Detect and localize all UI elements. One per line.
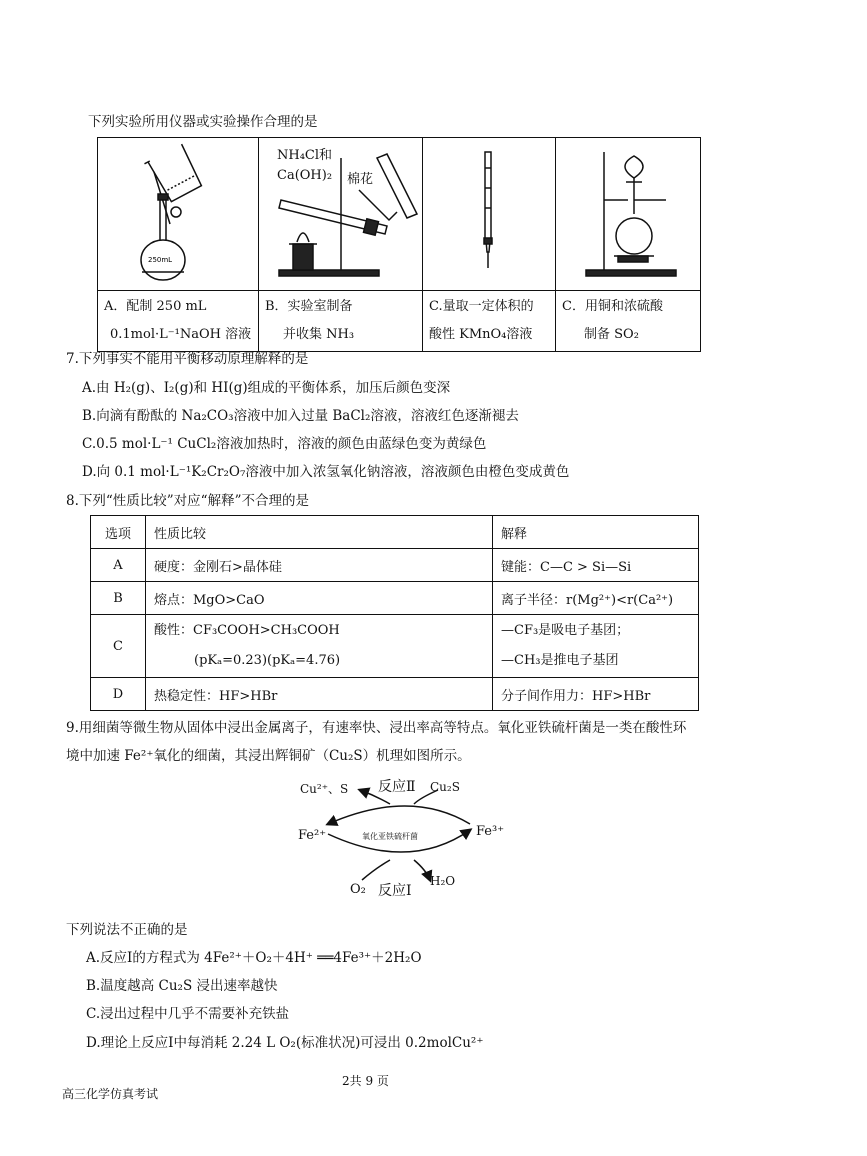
figure-a-volumetric-flask — [98, 138, 259, 291]
row-property: 硬度：金刚石>晶体硅 — [146, 549, 493, 582]
figure-b-cotton-label: 棉花 — [347, 172, 374, 187]
table-row — [91, 582, 699, 615]
q7-stem: 7.下列事实不能用平衡移动原理解释的是 — [66, 351, 309, 367]
exam-title: 高三化学仿真考试 — [62, 1087, 159, 1101]
option-c-line1: C.量取一定体积的 — [429, 299, 534, 314]
page-number: 2共 9 页 — [342, 1074, 389, 1088]
option-b-line1: B．实验室制备 — [265, 299, 353, 314]
q9-option-b: B.温度越高 Cu₂S 浸出速率越快 — [86, 978, 278, 994]
row-property-line2: (pKₐ=0.23)(pKₐ=4.76) — [194, 653, 341, 668]
q7-option-a: A.由 H₂(g)、I₂(g)和 HI(g)组成的平衡体系，加压后颜色变深 — [82, 380, 451, 396]
svg-text:250mL: 250mL — [148, 256, 173, 264]
option-d-line1: C．用铜和浓硫酸 — [562, 299, 663, 314]
diagram-reaction-2: 反应Ⅱ — [378, 779, 416, 795]
row-option: A — [91, 549, 146, 582]
diagram-fe3: Fe³⁺ — [476, 824, 505, 839]
option-c-line2: 酸性 KMnO₄溶液 — [429, 327, 533, 342]
option-d-line2: 制备 SO₂ — [584, 327, 639, 342]
table-row — [91, 549, 699, 582]
header-explanation: 解释 — [493, 516, 699, 549]
row-explanation — [493, 615, 699, 678]
diagram-cu2-s: Cu²⁺、S — [300, 782, 349, 796]
q7-option-d: D.向 0.1 mol·L⁻¹K₂Cr₂O₇溶液中加入浓氢氧化钠溶液，溶液颜色由橙色变成黄色 — [82, 464, 570, 480]
q8-stem: 8.下列“性质比较”对应“解释”不合理的是 — [66, 493, 309, 509]
q8-property-table — [90, 515, 699, 711]
row-option: C — [91, 615, 146, 678]
row-explanation: 离子半径：r(Mg²⁺)<r(Ca²⁺) — [493, 582, 699, 615]
q9-option-c: C.浸出过程中几乎不需要补充铁盐 — [86, 1006, 290, 1022]
q9-option-d: D.理论上反应Ⅰ中每消耗 2.24 L O₂(标准状况)可浸出 0.2molCu²⁺ — [86, 1035, 484, 1051]
option-b-line2: 并收集 NH₃ — [283, 327, 355, 342]
row-explanation: 分子间作用力：HF>HBr — [493, 678, 699, 711]
figure-b-ammonia-setup — [259, 138, 423, 291]
diagram-bacteria: 氧化亚铁硫杆菌 — [362, 832, 418, 841]
option-c-caption — [423, 291, 556, 352]
table-row — [91, 678, 699, 711]
diagram-cu2s: Cu₂S — [430, 780, 460, 794]
figure-c-burette — [423, 138, 556, 291]
q6-apparatus-table — [97, 137, 701, 352]
q7-option-b: B.向滴有酚酞的 Na₂CO₃溶液中加入过量 BaCl₂溶液，溶液红色逐渐褪去 — [82, 408, 519, 424]
row-explanation-line2: —CH₃是推电子基团 — [501, 653, 619, 668]
row-option: B — [91, 582, 146, 615]
option-a-line2: 0.1mol·L⁻¹NaOH 溶液 — [110, 327, 252, 342]
q9-prompt: 下列说法不正确的是 — [66, 922, 188, 938]
option-b-caption — [259, 291, 423, 352]
diagram-fe2: Fe²⁺ — [298, 828, 327, 843]
q7-option-c: C.0.5 mol·L⁻¹ CuCl₂溶液加热时，溶液的颜色由蓝绿色变为黄绿色 — [82, 436, 487, 452]
q6-stem: 下列实验所用仪器或实验操作合理的是 — [88, 114, 318, 130]
q9-stem-line2: 境中加速 Fe²⁺氧化的细菌，其浸出辉铜矿（Cu₂S）机理如图所示。 — [66, 748, 471, 764]
q9-stem-line1: 9.用细菌等微生物从固体中浸出金属离子，有速率快、浸出率高等特点。氧化亚铁硫杆菌是一类在酸性环 — [66, 720, 687, 736]
table-header-row — [91, 516, 699, 549]
header-property: 性质比较 — [146, 516, 493, 549]
figure-d-so2-setup — [556, 138, 701, 291]
q9-mechanism-diagram — [280, 768, 540, 908]
row-property: 热稳定性：HF>HBr — [146, 678, 493, 711]
option-a-line1: A．配制 250 mL — [104, 299, 207, 314]
figure-b-reagent-line1: NH₄Cl和 — [277, 148, 333, 163]
option-a-caption — [98, 291, 259, 352]
row-property-line1: 酸性：CF₃COOH>CH₃COOH — [154, 623, 340, 638]
figure-b-reagent-line2: Ca(OH)₂ — [277, 168, 333, 183]
row-explanation-line1: —CF₃是吸电子基团； — [501, 623, 630, 638]
q9-option-a: A.反应Ⅰ的方程式为 4Fe²⁺＋O₂＋4H⁺ ══4Fe³⁺＋2H₂O — [86, 950, 422, 966]
row-property — [146, 615, 493, 678]
diagram-o2: O₂ — [350, 882, 366, 897]
table-row — [91, 615, 699, 678]
row-explanation: 键能：C—C > Si—Si — [493, 549, 699, 582]
row-property: 熔点：MgO>CaO — [146, 582, 493, 615]
option-d-caption — [556, 291, 701, 352]
header-option: 选项 — [91, 516, 146, 549]
row-option: D — [91, 678, 146, 711]
diagram-h2o: H₂O — [430, 874, 456, 888]
diagram-reaction-1: 反应Ⅰ — [378, 883, 412, 899]
